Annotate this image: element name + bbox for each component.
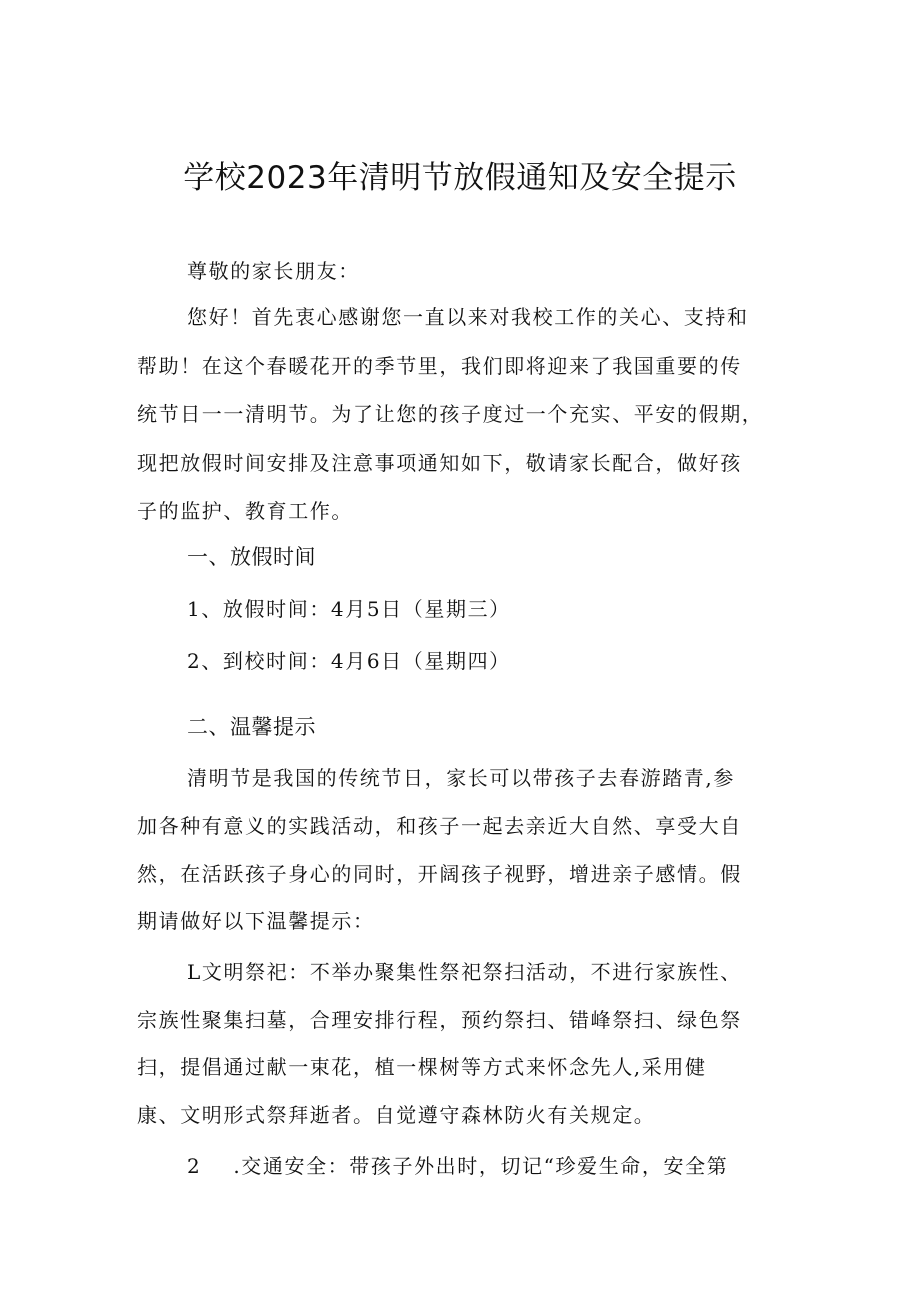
tips-line: 期请做好以下温馨提示： (137, 909, 375, 933)
holiday-item: 2、到校时间：4月6日（星期四） (187, 649, 511, 673)
section-heading-holiday-time: 一、放假时间 (187, 545, 316, 569)
intro-line: 现把放假时间安排及注意事项通知如下，敬请家长配合，做好孩 (137, 451, 742, 475)
tip-line: L文明祭祀：不举办聚集性祭祀祭扫活动，不进行家族性、 (187, 960, 742, 984)
tips-line: 然，在活跃孩子身心的同时，开阔孩子视野，增进亲子感情。假 (137, 862, 742, 886)
section-heading-tips: 二、温馨提示 (187, 715, 316, 739)
tips-line: 加各种有意义的实践活动，和孩子一起去亲近大自然、享受大自 (137, 814, 742, 838)
intro-line: 统节日一一清明节。为了让您的孩子度过一个充实、平安的假期， (137, 402, 764, 426)
tip-line: 宗族性聚集扫墓，合理安排行程，预约祭扫、错峰祭扫、绿色祭 (137, 1008, 742, 1032)
salutation: 尊敬的家长朋友： (187, 259, 360, 283)
holiday-item: 1、放假时间：4月5日（星期三） (187, 597, 511, 621)
document-title: 学校2023年清明节放假通知及安全提示 (183, 160, 737, 196)
tip-text: .交通安全：带孩子外出时，切记“珍爱生命，安全第 (233, 1154, 729, 1178)
intro-line: 帮助！在这个春暖花开的季节里，我们即将迎来了我国重要的传 (137, 354, 742, 378)
intro-line: 您好！首先衷心感谢您一直以来对我校工作的关心、支持和 (187, 305, 749, 329)
tip-number: 2 (187, 1154, 202, 1178)
tip-line: 扫，提倡通过献一束花，植一棵树等方式来怀念先人,采用健 (137, 1055, 707, 1079)
intro-line: 子的监护、教育工作。 (137, 499, 353, 523)
tips-line: 清明节是我国的传统节日，家长可以带孩子去春游踏青,参 (187, 766, 735, 790)
tip-traffic-safety (187, 1152, 728, 1180)
tip-line: 康、文明形式祭拜逝者。自觉遵守森林防火有关规定。 (137, 1103, 656, 1127)
